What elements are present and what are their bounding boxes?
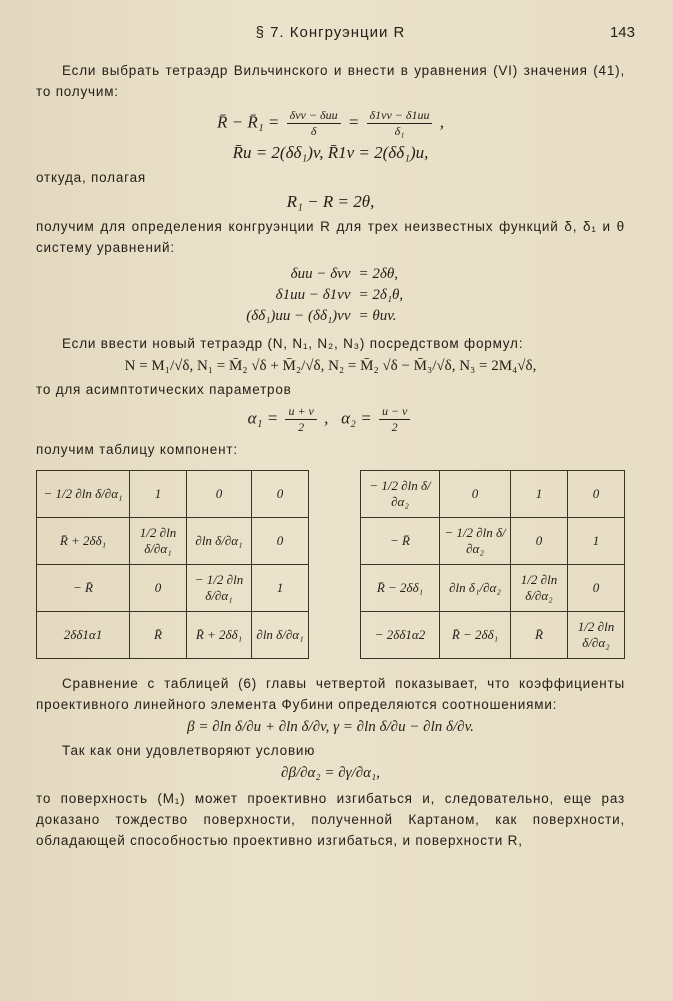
page-number: 143 — [609, 24, 635, 41]
table-row: R̄ + 2δδ₁ 1/2 ∂ln δ/∂α₁ ∂ln δ/∂α₁ 0 — [37, 518, 309, 565]
paragraph-1: Если выбрать тетраэдр Вильчинского и внести в уравнения (VI) значения (41), то получим: — [36, 63, 625, 99]
system-row: δ1uu − δ1vv = 2δ₁θ, — [275, 287, 404, 303]
table-row: R̄ − 2δδ₁ ∂ln δ₁/∂α₂ 1/2 ∂ln δ/∂α₂ 0 — [361, 565, 625, 612]
table-row: − 1/2 ∂ln δ/∂α₂ 0 1 0 — [361, 471, 625, 518]
paragraph-9: то поверхность (M₁) может проективно изгибаться и, следовательно, еще раз доказано тождество поверхности, полученной Картаном, как поверхности, обладающей способностью проективно изгибаться, и поверхности R, — [36, 791, 625, 848]
equation-system — [201, 264, 461, 327]
equation-4: N = M₁/√δ, N₁ = M̄₂ √δ + M̄₂/√δ, N₂ = M̄₂ √δ − M̄₃/√δ, N₃ = 2M₄√δ, — [124, 358, 537, 374]
eq1-fraction-1: δvv − δuu δ — [287, 108, 341, 139]
eq1-lhs: R̄ − R̄₁ = — [217, 112, 280, 132]
paragraph-7: Сравнение с таблицей (6) главы четвертой показывает, что коэффициенты проективного линейного элемента Фубини определяются соотношениями: — [36, 676, 625, 712]
table-row: − R̄ − 1/2 ∂ln δ/∂α₂ 0 1 — [361, 518, 625, 565]
component-table-right — [360, 470, 625, 659]
paragraph-2: откуда, полагая — [36, 170, 146, 185]
table-row: − 1/2 ∂ln δ/∂α₁ 1 0 0 — [37, 471, 309, 518]
table-row: 2δδ1α1 R̄ R̄ + 2δδ₁ ∂ln δ/∂α₁ — [37, 612, 309, 659]
paragraph-6: получим таблицу компонент: — [36, 442, 238, 457]
paragraph-3: получим для определения конгруэнции R для трех неизвестных функций δ, δ₁ и θ систему уравнений: — [36, 219, 625, 255]
table-row: − 2δδ1α2 R̄ − 2δδ₁ R̄ 1/2 ∂ln δ/∂α₂ — [361, 612, 625, 659]
component-tables — [36, 470, 625, 659]
system-row: (δδ₁)uu − (δδ₁)vv = θuv. — [246, 308, 397, 324]
alpha1-fraction: $\frac{u + v}{2}$ — [285, 404, 316, 435]
equation-2: R̄u = 2(δδ₁)v, R̄1v = 2(δδ₁)u, — [232, 143, 429, 162]
table-row: − R̄ 0 − 1/2 ∂ln δ/∂α₁ 1 — [37, 565, 309, 612]
running-header — [36, 20, 635, 50]
equation-7: ∂β/∂α₂ = ∂γ/∂α₁, — [281, 765, 380, 781]
equation-5: α₁ = $\frac{u + v}{2}$ , α₂ = $\frac{u - v}{2}$ — [36, 404, 625, 435]
component-table-left — [36, 470, 309, 659]
system-row: δuu − δvv = 2δθ, — [290, 266, 398, 282]
paragraph-5: то для асимптотических параметров — [36, 382, 292, 397]
section-title: § 7. Конгруэнции R — [255, 24, 406, 41]
paragraph-8: Так как они удовлетворяют условию — [62, 743, 316, 758]
alpha2-fraction: $\frac{u - v}{2}$ — [379, 404, 410, 435]
equation-6: β = ∂ln δ/∂u + ∂ln δ/∂v, γ = ∂ln δ/∂u − ∂ln δ/∂v. — [187, 719, 474, 735]
paragraph-4: Если ввести новый тетраэдр (N, N₁, N₂, N₃) посредством формул: — [62, 336, 524, 351]
eq1-fraction-2: $\frac{\delta 1vv - \delta 1uu}{\text{δ₁}}$ — [367, 108, 433, 139]
equation-3: R₁ − R = 2θ, — [286, 192, 375, 211]
equation-1: R̄ − R̄₁ = δvv − δuu δ = $\frac{\delta 1vv - \delta 1uu}{\text{δ₁}}$ , — [217, 108, 444, 138]
